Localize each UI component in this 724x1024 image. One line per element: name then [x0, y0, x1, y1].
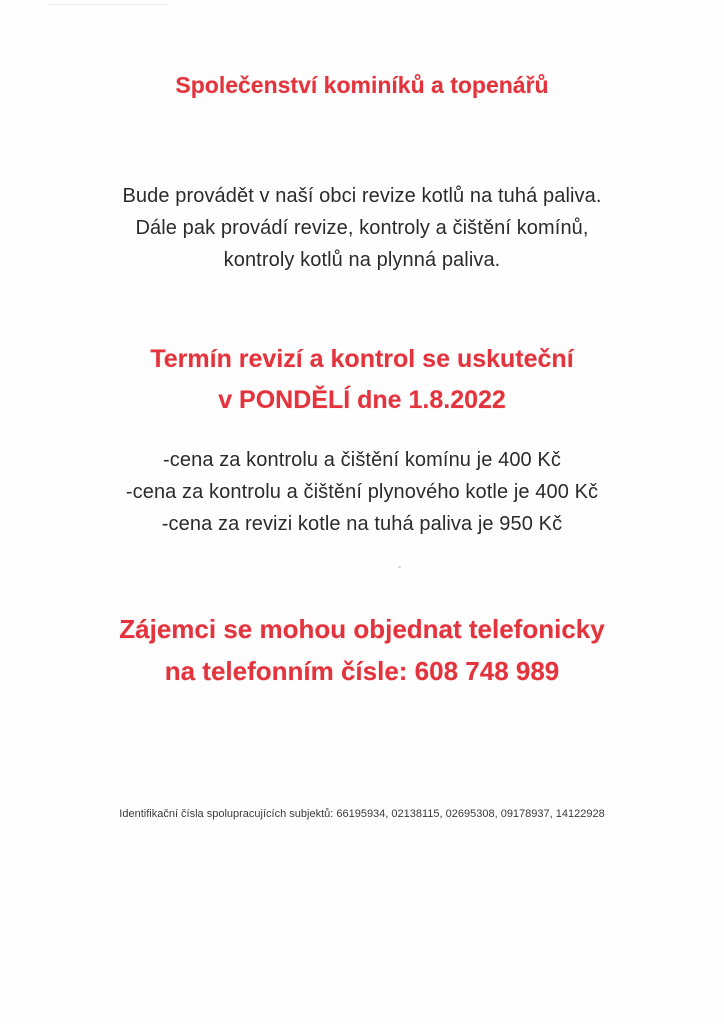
info-line-3: kontroly kotlů na plynná paliva.: [223, 249, 501, 271]
term-heading-line-1: Termín revizí a kontrol se uskuteční: [150, 345, 574, 373]
price-line-solid-fuel-boiler: -cena za revizi kotle na tuhá paliva je 950 Kč: [161, 513, 563, 535]
contact-phone-line: na telefonním čísle: 608 748 989: [164, 656, 560, 686]
scan-speck: [398, 566, 401, 568]
price-line-gas-boiler: -cena za kontrolu a čištění plynového kotle je 400 Kč: [125, 481, 599, 503]
scan-edge-mark: [48, 4, 168, 5]
info-line-1: Bude provádět v naší obci revize kotlů na tuhá paliva.: [122, 185, 602, 207]
partner-ids-footnote: Identifikační čísla spolupracujících subjektů: 66195934, 02138115, 02695308, 09178937, 14122928: [119, 808, 605, 820]
price-line-chimney: -cena za kontrolu a čištění komínu je 400 Kč: [163, 449, 561, 471]
contact-heading-line-1: Zájemci se mohou objednat telefonicky: [119, 614, 605, 644]
info-line-2: Dále pak provádí revize, kontroly a čištění komínů,: [135, 217, 589, 239]
organization-title: Společenství kominíků a topenářů: [175, 72, 549, 98]
term-heading-line-2: v PONDĚLÍ dne 1.8.2022: [218, 386, 506, 414]
